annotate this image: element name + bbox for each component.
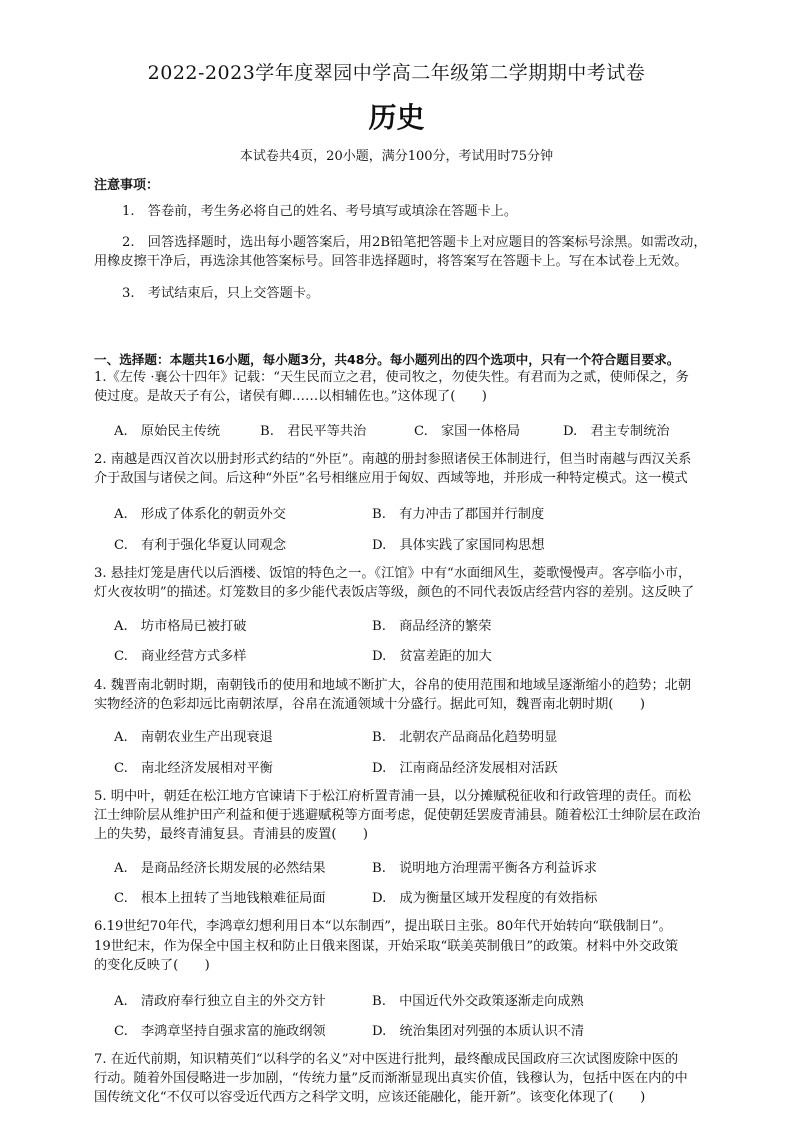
question-1-line-2: 使过度。是故天子有公，诸侯有卿……以相辅佐也。”这体现了( ) (94, 389, 487, 404)
question-3-option-a: A. 坊市格局已被打破 (114, 619, 247, 634)
question-4-line-2: 实物经济的色彩却远比南朝浓厚，谷帛在流通领域十分盛行。据此可知，魏晋南北朝时期( ) (94, 697, 645, 712)
question-5-line-3: 上的失势，最终青浦复县。青浦县的废置( ) (94, 827, 369, 842)
question-3-line-2: 灯火夜妆明”的描述。灯笼数目的多少能代表饭店等级，颜色的不同代表饭店经营内容的差别。这反映了 (94, 585, 695, 600)
question-2-option-d: D. 具体实践了家国同构思想 (372, 538, 545, 553)
question-1-option-c: C. 家国一体格局 (414, 424, 521, 439)
notice-item-3: 3. 考试结束后，只上交答题卡。 (122, 286, 320, 301)
question-5-line-2: 江士绅阶层从维护田产利益和便于逃避赋税等方面考虑，促使朝廷罢废青浦县。随着松江士绅阶层在政治 (94, 808, 701, 823)
notice-item-2-line-1: 2. 回答选择题时，选出每小题答案后，用2B铅笔把答题卡上对应题目的答案标号涂黑。如需改动， (122, 235, 707, 250)
question-4-line-1: 4. 魏晋南北朝时期，南朝钱币的使用和地域不断扩大，谷帛的使用范围和地域呈逐渐缩小的趋势；北朝 (94, 678, 692, 693)
question-4-option-d: D. 江南商品经济发展相对活跃 (372, 761, 558, 776)
question-1-option-b: B. 君民平等共治 (260, 424, 367, 439)
question-6-option-c: C. 李鸿章坚持自强求富的施政纲领 (114, 1024, 326, 1039)
question-6-option-d: D. 统治集团对列强的本质认识不清 (372, 1024, 585, 1039)
question-4-option-b: B. 北朝农产品商品化趋势明显 (372, 730, 558, 745)
question-2-option-c: C. 有利于强化华夏认同观念 (114, 538, 287, 553)
question-1-line-1: 1.《左传 ·襄公十四年》记载：“天生民而立之君，使司牧之，勿使失性。有君而为之贰，使师保之，务 (94, 370, 689, 385)
question-7-line-3: 国传统文化“不仅可以容受近代西方之科学文明，应该还能融化，能开新”。该变化体现了( ) (94, 1090, 646, 1105)
notice-item-1: 1. 答卷前，考生务必将自己的姓名、考号填写或填涂在答题卡上。 (122, 204, 518, 219)
question-7-line-2: 行动。随着外国侵略进一步加剧，“传统力量”反而渐渐显现出真实价值，钱穆认为，包括中医在内的中 (94, 1071, 688, 1086)
question-5-option-d: D. 成为衡量区域开发程度的有效指标 (372, 891, 598, 906)
question-1-option-d: D. 君主专制统治 (563, 424, 670, 439)
question-4-option-a: A. 南朝农业生产出现衰退 (114, 730, 273, 745)
question-5-line-1: 5. 明中叶，朝廷在松江地方官谏请下于松江府析置青浦一县，以分摊赋税征收和行政管理的责任。而松 (94, 789, 692, 804)
notice-heading: 注意事项： (94, 178, 160, 193)
question-5-option-c: C. 根本上扭转了当地钱粮难征局面 (114, 891, 326, 906)
question-7-line-1: 7. 在近代前期，知识精英们“以科学的名义”对中医进行批判，最终酿成民国政府三次试图废除中医的 (94, 1052, 679, 1067)
question-2-line-2: 介于敌国与诸侯之间。后这种“外臣”名号相继应用于匈奴、西域等地，并形成一种特定模式。这一模式 (94, 471, 688, 486)
question-6-option-b: B. 中国近代外交政策逐渐走向成熟 (372, 994, 584, 1009)
question-4-option-c: C. 南北经济发展相对平衡 (114, 761, 273, 776)
exam-info: 本试卷共4页，20小题，满分100分，考试用时75分钟 (239, 149, 554, 164)
question-3-option-d: D. 贫富差距的加大 (372, 649, 492, 664)
question-2-option-a: A. 形成了体系化的朝贡外交 (114, 507, 286, 522)
question-6-line-2: 19世纪末，作为保全中国主权和防止日俄来图谋，开始采取“联美英制俄日”的政策。材料中外交政策 (94, 939, 679, 954)
question-5-option-a: A. 是商品经济长期发展的必然结果 (114, 861, 326, 876)
question-3-option-b: B. 商品经济的繁荣 (372, 619, 492, 634)
question-2-line-1: 2. 南越是西汉首次以册封形式约结的“外臣”。南越的册封参照诸侯王体制进行，但当时南越与西汉关系 (94, 452, 692, 467)
section-heading: 一、选择题：本题共16小题，每小题3分，共48分。每小题列出的四个选项中，只有一个符合题目要求。 (94, 352, 680, 367)
question-3-line-1: 3. 悬挂灯笼是唐代以后酒楼、饭馆的特色之一。《江馆》中有“水面细风生，菱歌慢慢声。客亭临小市， (94, 566, 692, 581)
question-2-option-b: B. 有力冲击了郡国并行制度 (372, 507, 545, 522)
question-6-option-a: A. 清政府奉行独立自主的外交方针 (114, 994, 326, 1009)
question-5-option-b: B. 说明地方治理需平衡各方利益诉求 (372, 861, 597, 876)
question-3-option-c: C. 商业经营方式多样 (114, 649, 247, 664)
notice-item-2-line-2: 用橡皮擦干净后，再选涂其他答案标号。回答非选择题时，将答案写在答题卡上。写在本试卷上无效。 (94, 254, 688, 269)
subject-title: 历史 (368, 101, 425, 134)
exam-title: 2022-2023学年度翠园中学高二年级第二学期期中考试卷 (147, 62, 646, 84)
question-6-line-1: 6.19世纪70年代，李鸿章幻想利用日本“以东制西”，提出联日主张。80年代开始转向“联俄制日”。 (94, 919, 672, 934)
question-6-line-3: 的变化反映了( ) (94, 958, 210, 973)
question-1-option-a: A. 原始民主传统 (114, 424, 221, 439)
